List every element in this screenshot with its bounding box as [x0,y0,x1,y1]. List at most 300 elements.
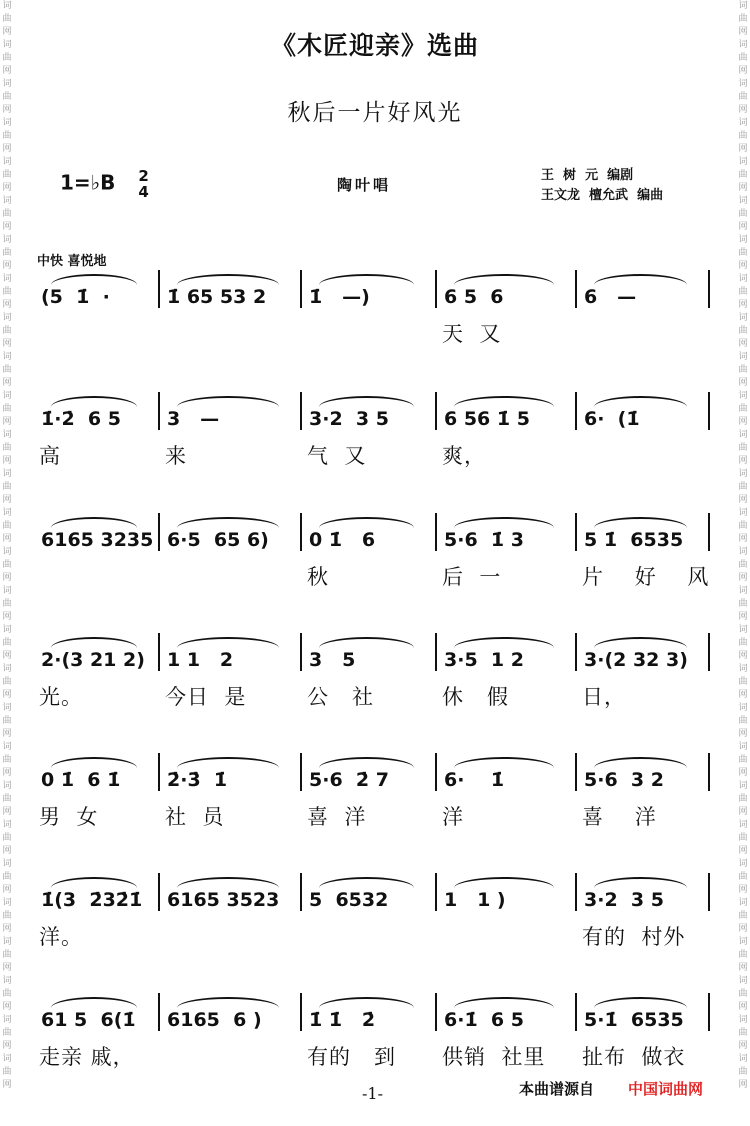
measure-notes: 0 1̇ 6 [309,529,376,551]
watermark-glyph: 曲 [2,989,12,999]
measure-lyrics: 公 社 [307,685,375,709]
watermark-glyph: 网 [738,222,748,232]
watermark-glyph: 词 [738,820,748,830]
measure-notes: 6 56 1̇ 5 [444,408,530,430]
slur-mark [594,877,687,888]
measure-lyrics: 洋 [442,805,464,829]
watermark-glyph: 网 [2,729,12,739]
watermark-glyph: 曲 [2,443,12,453]
slur-mark [594,274,687,285]
watermark-glyph: 词 [2,508,12,518]
slur-mark [454,396,554,407]
barline [708,633,710,671]
watermark-glyph: 网 [2,1080,12,1090]
watermark-glyph: 词 [738,1,748,11]
watermark-glyph: 网 [2,261,12,271]
watermark-glyph: 网 [738,651,748,661]
barline [708,993,710,1031]
barline [158,392,160,430]
measure-notes: 6165 3523 [167,889,280,911]
watermark-glyph: 曲 [738,404,748,414]
measure-lyrics: 日， [582,685,626,709]
barline [435,392,437,430]
watermark-glyph: 网 [2,183,12,193]
watermark-glyph: 曲 [2,677,12,687]
time-bottom: 4 [138,183,149,201]
watermark-glyph: 网 [738,417,748,427]
measure-notes: (5 1̇ · [41,286,110,308]
measure-notes: 0 1̇ 6 1̇ [41,769,121,791]
measure-lyrics: 扯布 做衣 [582,1045,686,1069]
barline [708,753,710,791]
watermark-glyph: 曲 [2,716,12,726]
slur-mark [594,396,687,407]
watermark-glyph: 曲 [2,911,12,921]
watermark-glyph: 曲 [738,131,748,141]
watermark-glyph: 曲 [738,1028,748,1038]
watermark-glyph: 词 [2,79,12,89]
watermark-glyph: 网 [2,846,12,856]
barline [158,633,160,671]
credit-line-1: 王 树 元 编剧 [541,168,634,183]
watermark-glyph: 网 [738,300,748,310]
watermark-glyph: 曲 [738,170,748,180]
watermark-glyph: 网 [738,105,748,115]
watermark-glyph: 词 [2,352,12,362]
slur-mark [51,274,137,285]
watermark-glyph: 网 [738,1002,748,1012]
score-row [0,625,750,735]
watermark-glyph: 词 [738,1015,748,1025]
barline [575,633,577,671]
watermark-glyph: 词 [738,1054,748,1064]
watermark-glyph: 词 [2,274,12,284]
barline [435,270,437,308]
credit-line-2: 王文龙 檀允武 编曲 [541,188,664,203]
watermark-glyph: 网 [738,66,748,76]
tempo-marking: 中快 喜悦地 [37,254,107,269]
watermark-glyph: 曲 [738,560,748,570]
key-label: 1=♭B [60,170,116,195]
watermark-glyph: 网 [738,495,748,505]
slur-mark [51,637,137,648]
measure-notes: 3·5 1 2 [444,649,524,671]
measure-lyrics: 社 员 [165,805,225,829]
slur-mark [177,396,279,407]
measure-lyrics: 洋。 [39,925,83,949]
slur-mark [594,997,687,1008]
watermark-glyph: 词 [738,976,748,986]
barline [158,993,160,1031]
measure-notes: 2̇·3̇ 1̇ [167,769,228,791]
slur-mark [454,517,554,528]
score-row [0,505,750,615]
watermark-glyph: 词 [738,703,748,713]
watermark-glyph: 词 [738,430,748,440]
measure-lyrics: 片 好 风 [582,565,710,589]
watermark-glyph: 曲 [738,599,748,609]
watermark-glyph: 曲 [738,950,748,960]
slur-mark [319,877,414,888]
measure-notes: 2·(3 21 2) [41,649,145,671]
watermark-glyph: 网 [738,1041,748,1051]
watermark-glyph: 曲 [2,755,12,765]
watermark-glyph: 词 [2,703,12,713]
slur-mark [454,877,554,888]
watermark-glyph: 曲 [738,209,748,219]
watermark-glyph: 曲 [2,131,12,141]
watermark-glyph: 词 [738,508,748,518]
watermark-glyph: 曲 [2,833,12,843]
watermark-glyph: 曲 [738,521,748,531]
watermark-glyph: 曲 [738,989,748,999]
barline [708,270,710,308]
measure-notes: 3·2 3 5 [584,889,664,911]
watermark-glyph: 词 [738,547,748,557]
watermark-glyph: 词 [2,937,12,947]
watermark-glyph: 词 [738,352,748,362]
measure-notes: 6· (1̇ [584,408,640,430]
site-name: 中国词曲网 [628,1080,704,1098]
barline [708,392,710,430]
watermark-glyph: 词 [2,976,12,986]
watermark-glyph: 词 [738,157,748,167]
slur-mark [319,274,414,285]
measure-lyrics: 高 [39,444,61,468]
measure-notes: 6·5 65 6) [167,529,269,551]
credits-block [541,166,663,206]
slur-mark [594,757,687,768]
watermark-glyph: 词 [2,430,12,440]
watermark-glyph: 网 [2,495,12,505]
watermark-glyph: 网 [2,1041,12,1051]
barline [435,753,437,791]
watermark-glyph: 曲 [738,14,748,24]
barline [435,993,437,1031]
measure-notes: 1̇(3 2̇32̇1̇ [41,889,143,911]
watermark-glyph: 词 [2,469,12,479]
watermark-glyph: 曲 [2,53,12,63]
watermark-glyph: 词 [2,820,12,830]
measure-lyrics: 供销 社里 [442,1045,546,1069]
barline [708,873,710,911]
watermark-glyph: 曲 [2,14,12,24]
slur-mark [594,517,687,528]
watermark-glyph: 曲 [2,92,12,102]
key-signature [60,168,149,200]
measure-notes: 3 5 [309,649,356,671]
watermark-glyph: 网 [2,612,12,622]
watermark-glyph: 网 [2,456,12,466]
watermark-glyph: 网 [2,417,12,427]
measure-notes: 6·1̇ 6 5 [444,1009,524,1031]
watermark-glyph: 词 [2,625,12,635]
watermark-glyph: 网 [738,885,748,895]
watermark-glyph: 网 [2,573,12,583]
watermark-glyph: 词 [2,898,12,908]
singer-credit: 陶叶唱 [337,176,392,194]
watermark-glyph: 网 [738,339,748,349]
watermark-glyph: 词 [2,1054,12,1064]
measure-lyrics: 走亲 戚， [39,1045,135,1069]
watermark-glyph: 词 [738,664,748,674]
slur-mark [319,396,414,407]
measure-notes: 3·2 3 5 [309,408,389,430]
measure-lyrics: 后 一 [442,565,502,589]
watermark-glyph: 网 [738,924,748,934]
barline [158,753,160,791]
watermark-glyph: 网 [738,690,748,700]
slur-mark [177,997,279,1008]
slur-mark [319,757,414,768]
watermark-glyph: 网 [738,456,748,466]
measure-notes: 5·1̇ 6535 [584,1009,684,1031]
slur-mark [51,517,137,528]
watermark-glyph: 曲 [738,638,748,648]
barline [575,392,577,430]
barline [575,753,577,791]
watermark-glyph: 网 [2,651,12,661]
watermark-glyph: 网 [2,105,12,115]
watermark-glyph: 词 [738,781,748,791]
song-title: 秋后一片好风光 [287,100,463,126]
watermark-glyph: 词 [2,196,12,206]
watermark-glyph: 词 [738,625,748,635]
measure-notes: 61 5 6(1̇ [41,1009,136,1031]
barline [300,753,302,791]
watermark-glyph: 曲 [738,794,748,804]
watermark-glyph: 网 [2,690,12,700]
watermark-glyph: 网 [738,963,748,973]
measure-lyrics: 光。 [39,685,83,709]
measure-lyrics: 有的 村外 [582,925,686,949]
watermark-glyph: 网 [2,27,12,37]
measure-notes: 6 5 6 [444,286,504,308]
watermark-glyph: 网 [2,66,12,76]
score-row [0,262,750,372]
watermark-glyph: 曲 [2,950,12,960]
watermark-glyph: 网 [738,768,748,778]
barline [435,513,437,551]
watermark-glyph: 曲 [738,92,748,102]
barline [575,993,577,1031]
watermark-glyph: 曲 [738,53,748,63]
measure-notes: 6165 3235 [41,529,154,551]
watermark-glyph: 网 [2,963,12,973]
measure-lyrics: 喜 洋 [582,805,657,829]
time-top: 2 [138,167,149,185]
score-row [0,865,750,975]
watermark-glyph: 词 [738,586,748,596]
watermark-glyph: 曲 [2,1028,12,1038]
watermark-glyph: 词 [2,859,12,869]
watermark-glyph: 网 [2,300,12,310]
measure-lyrics: 喜 洋 [307,805,367,829]
score-row [0,745,750,855]
measure-notes: 1̇ 1̇ 2̇ [309,1009,376,1031]
barline [575,513,577,551]
watermark-glyph: 网 [738,534,748,544]
watermark-glyph: 曲 [738,443,748,453]
score-title: 《木匠迎亲》选曲 [270,31,479,60]
watermark-glyph: 曲 [738,1067,748,1077]
watermark-glyph: 网 [2,1002,12,1012]
watermark-glyph: 曲 [2,521,12,531]
barline [300,993,302,1031]
measure-notes: 5 6532 [309,889,389,911]
measure-lyrics: 天 又 [442,322,502,346]
watermark-glyph: 词 [738,313,748,323]
slur-mark [454,274,554,285]
watermark-glyph: 词 [738,391,748,401]
watermark-glyph: 词 [738,235,748,245]
barline [158,513,160,551]
slur-mark [51,997,137,1008]
watermark-glyph: 曲 [2,599,12,609]
measure-notes: 5·6 3 2 [584,769,664,791]
watermark-glyph: 网 [738,144,748,154]
measure-notes: 1̇·2̇ 6 5 [41,408,121,430]
slur-mark [177,517,279,528]
watermark-glyph: 曲 [2,560,12,570]
measure-notes: 6· 1̇ [444,769,505,791]
watermark-glyph: 曲 [738,248,748,258]
measure-notes: 1 1 ) [444,889,506,911]
measure-lyrics: 有的 到 [307,1045,397,1069]
barline [300,392,302,430]
watermark-glyph: 曲 [2,287,12,297]
measure-notes: 1 1 2 [167,649,234,671]
watermark-glyph: 网 [2,222,12,232]
slur-mark [454,997,554,1008]
watermark-glyph: 网 [2,768,12,778]
measure-lyrics: 来 [165,444,187,468]
watermark-glyph: 网 [738,612,748,622]
source-label: 本曲谱源自 [519,1080,595,1098]
watermark-glyph: 词 [2,157,12,167]
watermark-glyph: 曲 [2,872,12,882]
watermark-glyph: 网 [738,261,748,271]
watermark-glyph: 网 [2,885,12,895]
watermark-glyph: 词 [2,781,12,791]
watermark-glyph: 曲 [738,755,748,765]
measure-notes: 1̇ 65 53 2 [167,286,267,308]
slur-mark [177,274,279,285]
watermark-glyph: 网 [2,144,12,154]
barline [300,270,302,308]
slur-mark [319,517,414,528]
watermark-glyph: 网 [738,573,748,583]
watermark-glyph: 词 [738,469,748,479]
watermark-glyph: 词 [2,40,12,50]
measure-notes: 6165 6 ) [167,1009,262,1031]
slur-mark [177,637,279,648]
measure-lyrics: 男 女 [39,805,99,829]
barline [435,633,437,671]
measure-notes: 5 1̇ 6535 [584,529,684,551]
watermark-glyph: 曲 [2,794,12,804]
barline [300,873,302,911]
watermark-glyph: 词 [738,196,748,206]
measure-notes: 3·(2 32 3) [584,649,688,671]
watermark-glyph: 网 [2,339,12,349]
barline [300,633,302,671]
watermark-glyph: 词 [2,391,12,401]
measure-lyrics: 气 又 [307,444,367,468]
watermark-glyph: 词 [2,547,12,557]
watermark-glyph: 曲 [2,209,12,219]
barline [575,270,577,308]
barline [158,873,160,911]
watermark-glyph: 词 [2,235,12,245]
watermark-glyph: 曲 [2,404,12,414]
watermark-glyph: 曲 [738,833,748,843]
slur-mark [319,637,414,648]
barline [158,270,160,308]
watermark-glyph: 词 [738,859,748,869]
watermark-glyph: 曲 [738,677,748,687]
watermark-glyph: 网 [738,27,748,37]
watermark-glyph: 曲 [2,170,12,180]
watermark-glyph: 网 [2,807,12,817]
slur-mark [454,637,554,648]
watermark-glyph: 网 [738,183,748,193]
slur-mark [51,396,137,407]
watermark-glyph: 词 [738,937,748,947]
watermark-glyph: 曲 [738,287,748,297]
watermark-glyph: 词 [2,586,12,596]
slur-mark [51,757,137,768]
watermark-glyph: 网 [738,807,748,817]
watermark-glyph: 词 [738,118,748,128]
measure-lyrics: 今日 是 [165,685,247,709]
watermark-glyph: 网 [738,378,748,388]
barline [435,873,437,911]
watermark-glyph: 词 [738,742,748,752]
watermark-glyph: 词 [2,1,12,11]
watermark-glyph: 曲 [2,365,12,375]
watermark-glyph: 词 [738,898,748,908]
measure-notes: 3 — [167,408,220,430]
watermark-glyph: 曲 [738,365,748,375]
watermark-glyph: 词 [2,742,12,752]
barline [708,513,710,551]
slur-mark [594,637,687,648]
time-signature [138,168,148,200]
measure-notes: 5·6 2̇ 7 [309,769,389,791]
watermark-glyph: 词 [2,118,12,128]
watermark-glyph: 曲 [738,872,748,882]
watermark-glyph: 词 [2,313,12,323]
watermark-glyph: 词 [738,274,748,284]
watermark-glyph: 网 [2,534,12,544]
watermark-glyph: 网 [738,846,748,856]
watermark-glyph: 曲 [738,716,748,726]
watermark-glyph: 曲 [738,911,748,921]
slur-mark [454,757,554,768]
watermark-glyph: 曲 [2,248,12,258]
watermark-glyph: 词 [738,40,748,50]
watermark-glyph: 曲 [2,1067,12,1077]
barline [300,513,302,551]
watermark-glyph: 网 [738,1080,748,1090]
watermark-glyph: 曲 [738,326,748,336]
slur-mark [51,877,137,888]
measure-lyrics: 秋 [307,565,329,589]
watermark-glyph: 网 [2,924,12,934]
watermark-glyph: 网 [738,729,748,739]
watermark-glyph: 词 [2,1015,12,1025]
